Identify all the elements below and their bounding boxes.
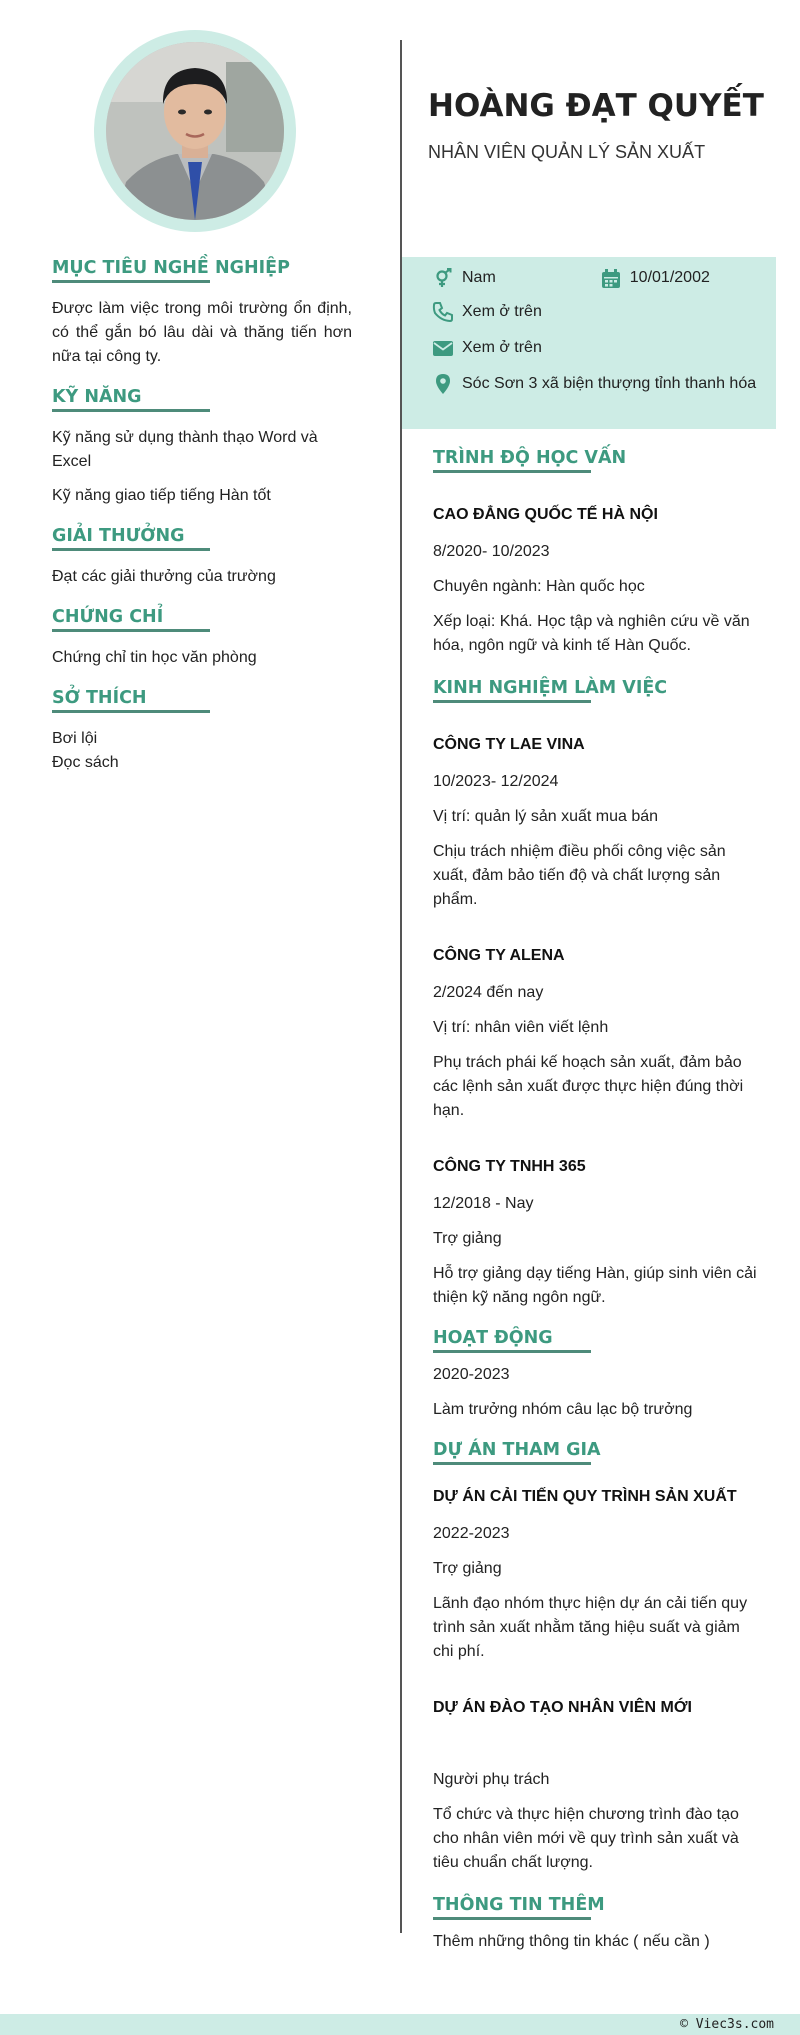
job-position: Vị trí: nhân viên viết lệnh <box>433 1019 609 1036</box>
phone-field <box>432 300 776 324</box>
hobby-item: Đọc sách <box>52 754 119 771</box>
objective-text: Được làm việc trong môi trường ổn định, có thể gắn bó lâu dài và thăng tiến hơn nữa tại công ty. <box>52 300 352 365</box>
birthday-value: 10/01/2002 <box>629 269 710 286</box>
education-title: TRÌNH ĐỘ HỌC VẤN <box>433 448 763 473</box>
candidate-name: HOÀNG ĐẠT QUYẾT <box>428 88 764 124</box>
education-period: 8/2020- 10/2023 <box>433 543 550 560</box>
certs-section <box>52 607 352 670</box>
job-position: Trợ giảng <box>433 1230 502 1247</box>
project-role: Người phụ trách <box>433 1771 550 1788</box>
experience-title: KINH NGHIỆM LÀM VIỆC <box>433 678 763 703</box>
avatar <box>106 42 284 220</box>
contact-box <box>402 257 776 429</box>
skill-item: Kỹ năng sử dụng thành thạo Word và Excel <box>52 429 318 470</box>
job-position: Vị trí: quản lý sản xuất mua bán <box>433 808 659 825</box>
email-field <box>432 336 776 360</box>
projects-title: DỰ ÁN THAM GIA <box>433 1440 763 1465</box>
footer-watermark: © Viec3s.com <box>680 2017 774 2032</box>
hobby-item: Bơi lội <box>52 730 98 747</box>
job-company: CÔNG TY TNHH 365 <box>433 1158 586 1175</box>
hobbies-title: SỞ THÍCH <box>52 688 352 713</box>
address-value: Sóc Sơn 3 xã biện thượng tỉnh thanh hóa <box>462 375 757 392</box>
job-entry <box>433 733 763 912</box>
job-entry <box>433 1155 763 1310</box>
birthday-field <box>600 266 710 290</box>
job-entry <box>433 944 763 1123</box>
skill-item: Kỹ năng giao tiếp tiếng Hàn tốt <box>52 487 271 504</box>
job-period: 10/2023- 12/2024 <box>433 773 559 790</box>
activities-section <box>433 1328 763 1422</box>
profile-photo <box>106 42 284 220</box>
right-column <box>433 448 763 1954</box>
award-item: Đạt các giải thưởng của trường <box>52 568 276 585</box>
email-icon <box>432 337 454 359</box>
activity-period: 2020-2023 <box>433 1366 510 1383</box>
phone-value: Xem ở trên <box>462 303 542 320</box>
project-period <box>433 1733 763 1757</box>
extra-text: Thêm những thông tin khác ( nếu cần ) <box>433 1933 710 1950</box>
avatar-ring <box>94 30 296 232</box>
projects-section <box>433 1440 763 1875</box>
project-name: DỰ ÁN ĐÀO TẠO NHÂN VIÊN MỚI <box>433 1699 692 1716</box>
skills-title: KỸ NĂNG <box>52 387 352 412</box>
education-major: Chuyên ngành: Hàn quốc học <box>433 578 645 595</box>
calendar-icon <box>600 268 622 290</box>
objective-title: MỤC TIÊU NGHỀ NGHIỆP <box>52 258 352 283</box>
project-entry <box>433 1485 763 1664</box>
location-pin-icon <box>432 373 454 395</box>
certs-title: CHỨNG CHỈ <box>52 607 352 632</box>
cert-item: Chứng chỉ tin học văn phòng <box>52 649 257 666</box>
school-name: CAO ĐẲNG QUỐC TẾ HÀ NỘI <box>433 506 658 523</box>
objective-section <box>52 258 352 369</box>
education-detail: Xếp loại: Khá. Học tập và nghiên cứu về văn hóa, ngôn ngữ và kinh tế Hàn Quốc. <box>433 613 750 654</box>
gender-field <box>432 266 496 290</box>
activities-title: HOẠT ĐỘNG <box>433 1328 763 1353</box>
project-name: DỰ ÁN CẢI TIẾN QUY TRÌNH SẢN XUẤT <box>433 1488 737 1505</box>
job-company: CÔNG TY LAE VINA <box>433 736 585 753</box>
address-field <box>432 372 776 396</box>
project-description: Lãnh đạo nhóm thực hiện dự án cải tiến quy trình sản xuất nhằm tăng hiệu suất và giảm chi phí. <box>433 1595 748 1660</box>
job-period: 2/2024 đến nay <box>433 984 544 1001</box>
extra-title: THÔNG TIN THÊM <box>433 1895 763 1920</box>
job-company: CÔNG TY ALENA <box>433 947 565 964</box>
job-period: 12/2018 - Nay <box>433 1195 534 1212</box>
footer-bar <box>0 2014 800 2035</box>
project-role: Trợ giảng <box>433 1560 502 1577</box>
education-section <box>433 448 763 658</box>
candidate-role: NHÂN VIÊN QUẢN LÝ SẢN XUẤT <box>428 142 706 162</box>
activity-description: Làm trưởng nhóm câu lạc bộ trưởng <box>433 1401 693 1418</box>
awards-section <box>52 526 352 589</box>
phone-icon <box>432 301 454 323</box>
project-description: Tổ chức và thực hiện chương trình đào tạo cho nhân viên mới về quy trình sản xuất và tiêu chuẩn chất lượng. <box>433 1806 739 1871</box>
skills-section <box>52 387 352 508</box>
extra-section <box>433 1895 763 1954</box>
email-value: Xem ở trên <box>462 339 542 356</box>
gender-value: Nam <box>462 269 496 286</box>
job-description: Phụ trách phái kế hoạch sản xuất, đảm bảo các lệnh sản xuất được thực hiện đúng thời hạn. <box>433 1054 744 1119</box>
hobbies-section <box>52 688 352 775</box>
project-entry <box>433 1696 763 1875</box>
job-description: Chịu trách nhiệm điều phối công việc sản xuất, đảm bảo tiến độ và chất lượng sản phẩm. <box>433 843 726 908</box>
experience-section <box>433 678 763 1310</box>
project-period: 2022-2023 <box>433 1525 510 1542</box>
contact-row-personal <box>432 266 776 290</box>
gender-icon <box>432 268 454 290</box>
awards-title: GIẢI THƯỞNG <box>52 526 352 551</box>
job-description: Hỗ trợ giảng dạy tiếng Hàn, giúp sinh viên cải thiện kỹ năng ngôn ngữ. <box>433 1265 757 1306</box>
